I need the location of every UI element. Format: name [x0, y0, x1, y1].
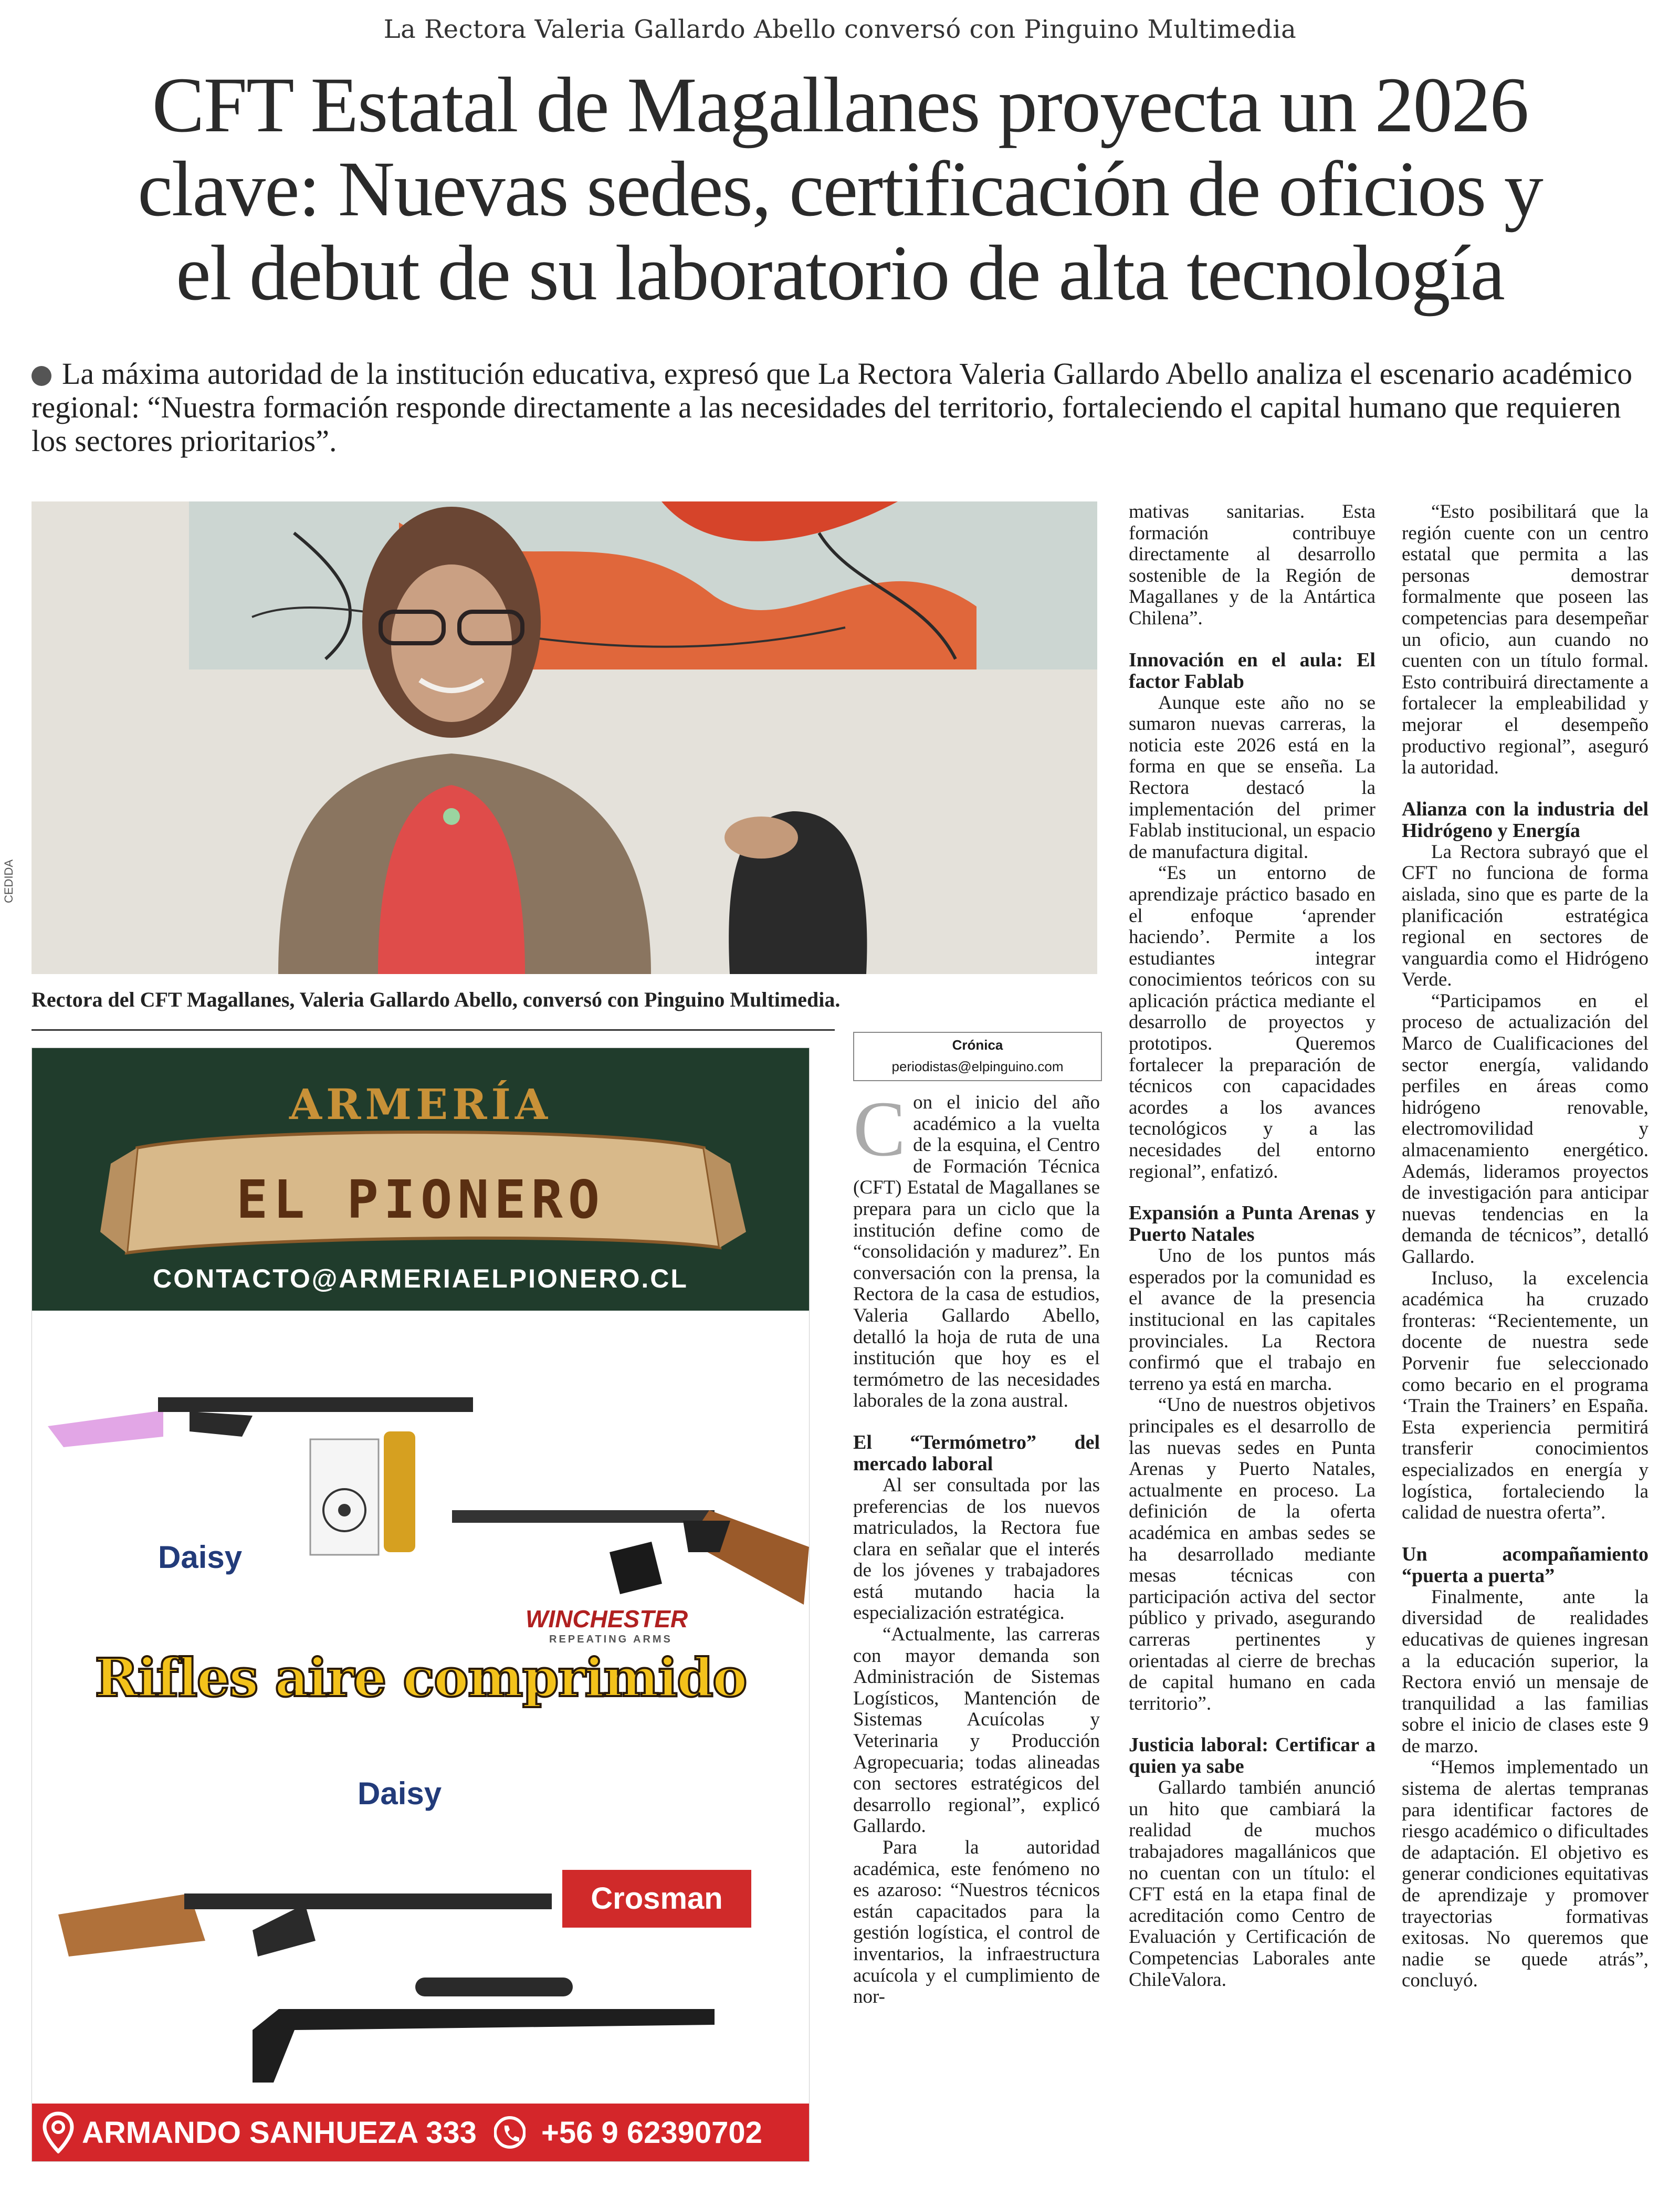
- article-column-1: [853, 1085, 1100, 2008]
- rifles-illustration: [32, 1311, 809, 2109]
- photo-credit: CEDIDA: [2, 859, 15, 903]
- col2-paragraph: “Es un entorno de aprendizaje práctico basado en el enfoque ‘aprender haciendo’. Permite a los estudiantes integrar conocimientos teóricos con su aplicación práctica mediante el desarrollo de proyectos y prototipos. Queremos fortalecer la preparación de técnicos con capacidades acordes a los avances tecnológicos y a las necesidades del entorno regional”, enfatizó.: [1129, 862, 1376, 1183]
- headline: [32, 63, 1648, 315]
- col2-paragraph: “Uno de nuestros objetivos principales es el desarrollo de las nuevas sedes en Punta Arenas y Puerto Natales, actualmente en proceso. La definición de la oferta académica en ambas sedes se ha desarrollado mediante mesas técnicas con participación activa del sector público y privado, asegurando carreras pertinentes y orientadas al cierre de brechas de capital humano en cada territorio”.: [1129, 1394, 1376, 1714]
- ad-email: CONTACTO@ARMERIAELPIONERO.CL: [153, 1264, 688, 1293]
- rector-photo: [32, 501, 1097, 974]
- lead-text: La máxima autoridad de la institución educativa, expresó que La Rectora Valeria Gallardo Abello analiza el escenario académico regional: “Nuestra formación responde directamente a las necesidades del territorio, fortaleciendo el capital humano que requieren los sectores prioritarios”.: [32, 357, 1633, 458]
- drop-cap: C: [853, 1085, 906, 1173]
- col1-paragraph: on el inicio del año académico a la vuelta de la esquina, el Centro de Formación Técnica (CFT) Estatal de Magallanes se prepara para un ciclo que la institución define como de “consolidación y madurez”. En conversación con la prensa, la Rectora de la casa de estudios, Valeria Gallardo Abello, detalló la hoja de ruta de una institución que hoy es el termómetro de las necesidades laborales de la zona austral.: [853, 1092, 1100, 1412]
- phone-icon: [494, 2114, 526, 2151]
- headline-line: CFT Estatal de Magallanes proyecta un 2026: [152, 61, 1528, 149]
- photo-caption: Rectora del CFT Magallanes, Valeria Gallardo Abello, conversó con Pinguino Multimedia.: [32, 988, 841, 1011]
- ad-contact-bar: [32, 2104, 809, 2161]
- crosman-logo-text: Crosman: [591, 1881, 723, 1916]
- lead-paragraph: [32, 357, 1648, 458]
- col2-paragraph: mativas sanitarias. Esta formación contribuye directamente al desarrollo sostenible de la Región de Magallanes y de la Antártica Chilena”.: [1129, 501, 1376, 629]
- daisy-logo-2: [358, 1775, 442, 1812]
- ad-brand-banner: EL PIONERO: [236, 1169, 605, 1230]
- divider-rule: [32, 1029, 835, 1031]
- article-column-3: [1402, 501, 1648, 1992]
- col3-paragraph: “Esto posibilitará que la región cuente con un centro estatal que permita a las personas demostrar formalmente que poseen las competencias para desempeñar un oficio, aun cuando no cuenten con un título formal. Esto contribuirá directamente a fortalecer la empleabilidad y mejorar el desempeño productivo regional”, aseguró la autoridad.: [1402, 501, 1648, 779]
- crosman-logo: [562, 1870, 751, 1928]
- winchester-logo-text: WINCHESTER: [526, 1605, 688, 1633]
- byline-section: Crónica: [952, 1037, 1003, 1053]
- photo-illustration: [32, 501, 1097, 974]
- winchester-logo: [526, 1605, 688, 1633]
- col3-paragraph: Incluso, la excelencia académica ha cruzado fronteras: “Recientemente, un docente de nuestra sede Porvenir fue seleccionado como becario en el programa ‘Train the Trainers’ en España. Esta experiencia permitirá transferir conocimientos especializados en energía y logística, fortaleciendo la calidad de nuestra oferta”.: [1402, 1267, 1648, 1524]
- headline-line: el debut de su laboratorio de alta tecnología: [176, 229, 1504, 317]
- col3-paragraph: “Hemos implementado un sistema de alertas tempranas para identificar factores de riesgo académico o dificultades de adaptación. El objetivo es generar condiciones equitativas de aprendizaje y promover trayectorias formativas exitosas. No queremos que nadie se quede atrás”, concluyó.: [1402, 1756, 1648, 1992]
- ad-address: ARMANDO SANHUEZA 333: [82, 2116, 477, 2150]
- ad-phone: +56 9 62390702: [541, 2116, 762, 2150]
- ad-header: [32, 1048, 809, 1311]
- col1-subheading: El “Termómetro” del mercado laboral: [853, 1431, 1100, 1475]
- col1-paragraph: “Actualmente, las carreras con mayor demanda son Administración de Sistemas Logísticos, Mantención de Sistemas Acuícolas y Veterinaria y Producción Agropecuaria; todas alineadas con sectores estratégicos del desarrollo regional”, explicó Gallardo.: [853, 1624, 1100, 1837]
- col3-subheading: Alianza con la industria del Hidrógeno y Energía: [1402, 798, 1648, 842]
- kicker: La Rectora Valeria Gallardo Abello conversó con Pinguino Multimedia: [383, 15, 1297, 44]
- winchester-tagline-text: REPEATING ARMS: [549, 1634, 673, 1645]
- ad-headline: Rifles aire comprimido: [94, 1647, 747, 1709]
- headline-line: clave: Nuevas sedes, certificación de oficios y: [138, 145, 1542, 233]
- byline-box: [853, 1032, 1102, 1081]
- col2-paragraph: Gallardo también anunció un hito que cambiará la realidad de muchos trabajadores magallánicos que no cuentan con un título: el CFT está en la etapa final de acreditación como Centro de Evaluación y Certificación de Competencias Laborales ante ChileValora.: [1129, 1777, 1376, 1991]
- daisy-logo-2-text: Daisy: [358, 1776, 442, 1811]
- advertisement: [32, 1048, 810, 2162]
- daisy-logo-text: Daisy: [158, 1540, 243, 1575]
- daisy-logo: [158, 1539, 242, 1575]
- col2-subheading: Justicia laboral: Certificar a quien ya sabe: [1129, 1734, 1376, 1778]
- col2-subheading: Innovación en el aula: El factor Fablab: [1129, 648, 1376, 693]
- col2-paragraph: Aunque este año no se sumaron nuevas carreras, la noticia este 2026 está en la forma en que se enseña. La Rectora destacó la implementación del primer Fablab institucional, un espacio de manufactura digital.: [1129, 692, 1376, 863]
- bullet-icon: [32, 366, 51, 386]
- col2-paragraph: Uno de los puntos más esperados por la comunidad es el avance de la presencia institucional en las capitales provinciales. La Rectora confirmó que el trabajo en terreno ya está en marcha.: [1129, 1245, 1376, 1395]
- article-column-2: [1129, 501, 1376, 1991]
- col3-paragraph: “Participamos en el proceso de actualización del Marco de Cualificaciones del sector energía, validando perfiles en áreas como hidrógeno renovable, electromovilidad y almacenamiento energético. Además, lideramos proyectos de investigación para anticipar nuevas tendencias en la demanda de técnicos”, detalló Gallardo.: [1402, 990, 1648, 1268]
- col1-paragraph: Al ser consultada por las preferencias de los nuevos matriculados, la Rectora fue clara en señalar que el interés de los jóvenes y trabajadores está mutando hacia la especialización estratégica.: [853, 1474, 1100, 1624]
- col2-subheading: Expansión a Punta Arenas y Puerto Natales: [1129, 1202, 1376, 1246]
- col3-subheading: Un acompañamiento “puerta a puerta”: [1402, 1543, 1648, 1587]
- ad-brand-top: ARMERÍA: [289, 1080, 552, 1129]
- col3-paragraph: Finalmente, ante la diversidad de realidades educativas de quienes ingresan a la educación superior, la Rectora envió un mensaje de tranquilidad a las familias sobre el inicio de clases este 9 de marzo.: [1402, 1586, 1648, 1757]
- col3-paragraph: La Rectora subrayó que el CFT no funciona de forma aislada, sino que es parte de la planificación estratégica regional en sectores de vanguardia como el Hidrógeno Verde.: [1402, 841, 1648, 991]
- col1-paragraph: Para la autoridad académica, este fenómeno no es azaroso: “Nuestros técnicos están capacitados para la gestión logística, el control de inventarios, la infraestructura acuícola y el cumplimiento de nor-: [853, 1837, 1100, 2008]
- winchester-tagline: [549, 1634, 673, 1646]
- location-pin-icon: [43, 2111, 74, 2153]
- byline-email: periodistas@elpinguino.com: [891, 1059, 1064, 1074]
